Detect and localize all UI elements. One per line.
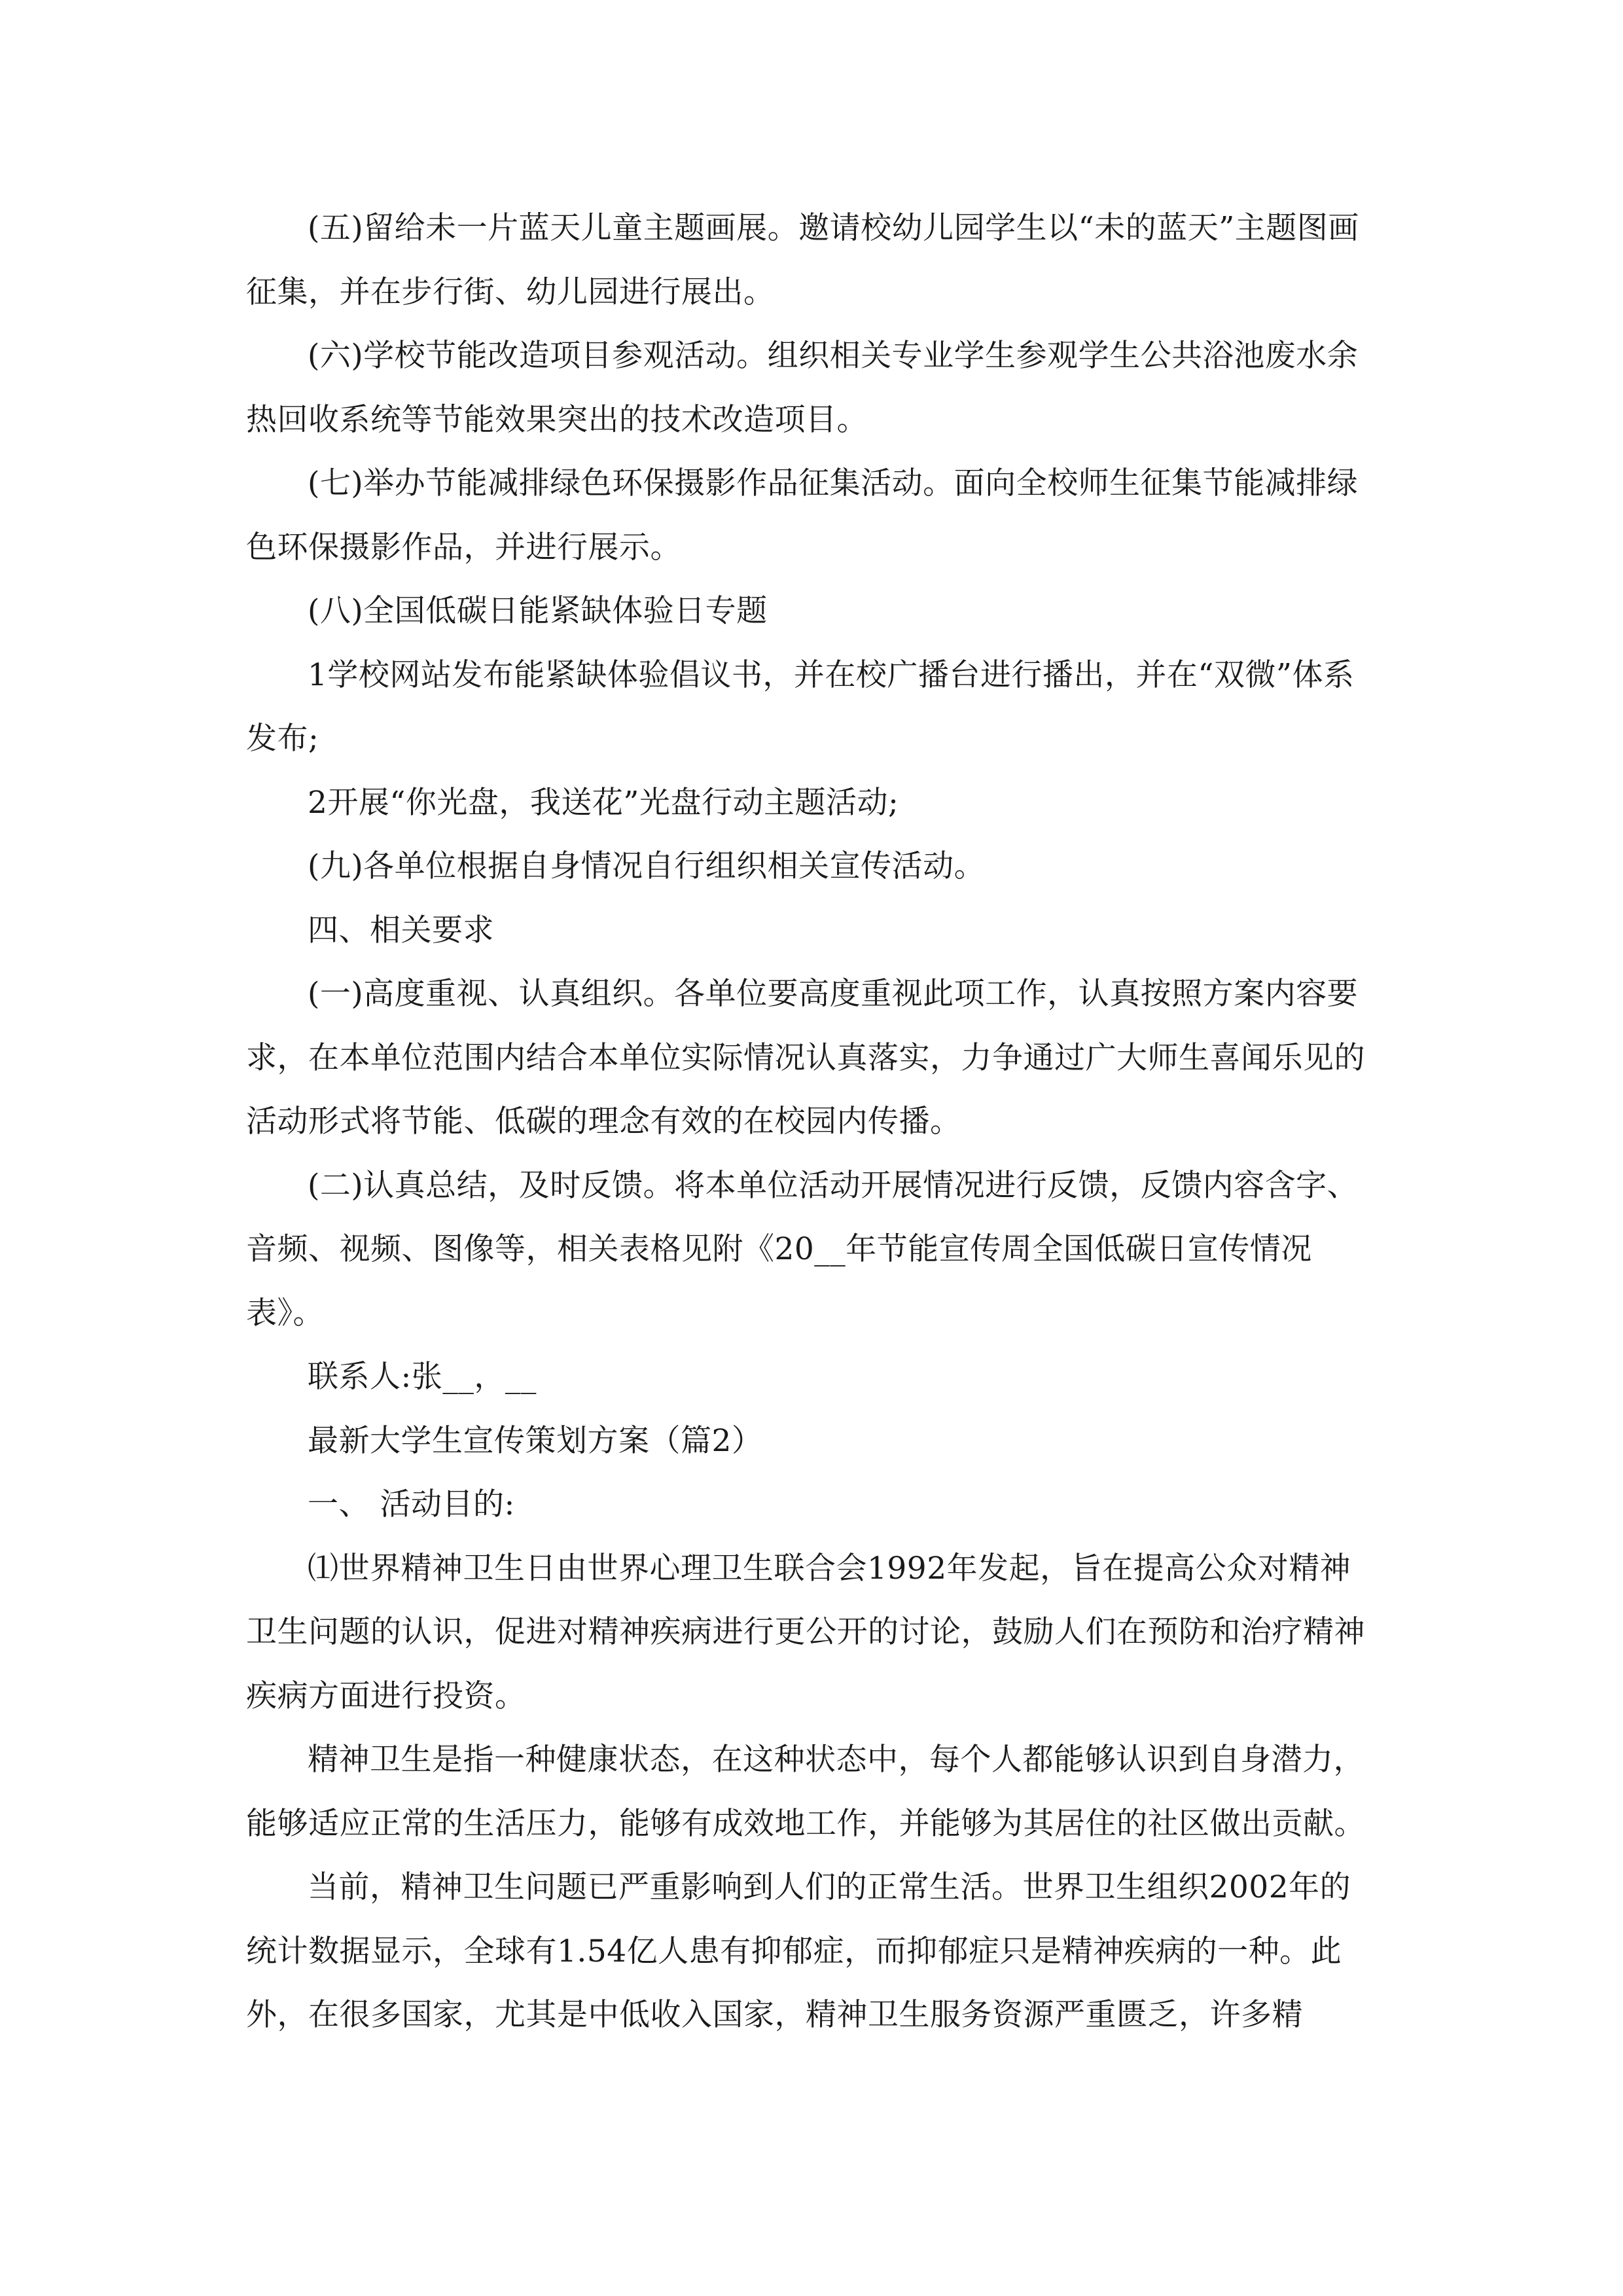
paragraph-requirement-2: (二)认真总结，及时反馈。将本单位活动开展情况进行反馈，反馈内容含字、音频、视频、图像等，相关表格见附《20__年节能宣传周全国低碳日宣传情况表》。 xyxy=(246,1167,1359,1331)
paragraph-contact: 联系人:张__，__ xyxy=(308,1359,537,1395)
section-heading-requirements: 四、相关要求 xyxy=(308,912,494,948)
paragraph-self-organize: (九)各单位根据自身情况自行组织相关宣传活动。 xyxy=(308,848,986,884)
paragraph-exhibition: (五)留给未一片蓝天儿童主题画展。邀请校幼儿园学生以“未的蓝天”主题图画征集，并在步行街、幼儿园进行展出。 xyxy=(246,210,1359,310)
section-heading-plan-2: 最新大学生宣传策划方案（篇2） xyxy=(308,1422,763,1459)
paragraph-current-situation: 当前，精神卫生问题已严重影响到人们的正常生活。世界卫生组织2002年的统计数据显示，全球有1.54亿人患有抑郁症，而抑郁症只是精神疾病的一种。此外，在很多国家，尤其是中低收入国家，精神卫生服务资源严重匮乏，许多精 xyxy=(246,1869,1351,2033)
paragraph-photography: (七)举办节能减排绿色环保摄影作品征集活动。面向全校师生征集节能减排绿色环保摄影作品，并进行展示。 xyxy=(246,465,1359,565)
paragraph-item-1: 1学校网站发布能紧缺体验倡议书，并在校广播台进行播出，并在“双微”体系发布; xyxy=(246,656,1355,757)
paragraph-requirement-1: (一)高度重视、认真组织。各单位要高度重视此项工作，认真按照方案内容要求，在本单位范围内结合本单位实际情况认真落实，力争通过广大师生喜闻乐见的活动形式将节能、低碳的理念有效的在校园内传播。 xyxy=(246,976,1365,1139)
paragraph-item-2: 2开展“你光盘，我送花”光盘行动主题活动; xyxy=(308,784,899,821)
paragraph-mental-health-definition: 精神卫生是指一种健康状态，在这种状态中，每个人都能够认识到自身潜力，能够适应正常的生活压力，能够有成效地工作，并能够为其居住的社区做出贡献。 xyxy=(246,1742,1365,1842)
document-body xyxy=(246,196,1378,2047)
paragraph-mental-health-day: ⑴世界精神卫生日由世界心理卫生联合会1992年发起，旨在提高公众对精神卫生问题的认识，促进对精神疾病进行更公开的讨论，鼓励人们在预防和治疗精神疾病方面进行投资。 xyxy=(246,1550,1365,1714)
section-heading-purpose: 一、 活动目的: xyxy=(308,1486,515,1522)
paragraph-energy-project: (六)学校节能改造项目参观活动。组织相关专业学生参观学生公共浴池废水余热回收系统等节能效果突出的技术改造项目。 xyxy=(246,338,1359,438)
paragraph-low-carbon-day: (八)全国低碳日能紧缺体验日专题 xyxy=(308,593,768,629)
